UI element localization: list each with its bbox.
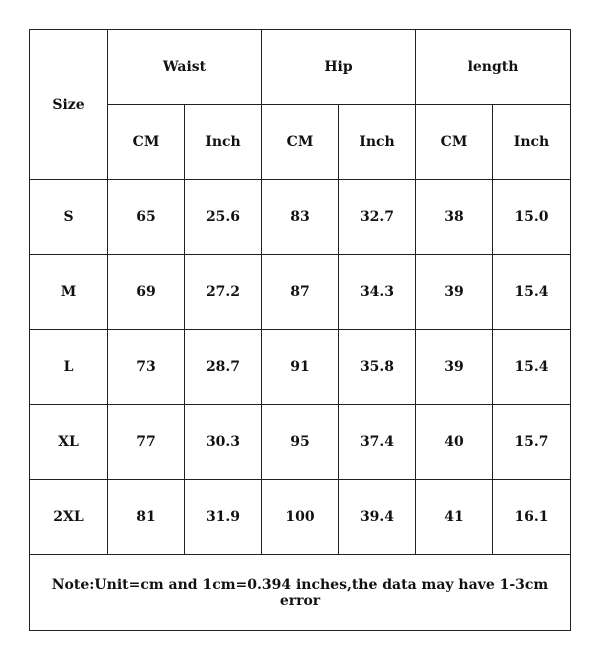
value-cell: 27.2	[185, 255, 262, 330]
note-row	[30, 555, 571, 631]
unit-header: Inch	[339, 105, 416, 180]
value-cell: 37.4	[339, 405, 416, 480]
value-cell: 83	[262, 180, 339, 255]
value-cell: 38	[416, 180, 493, 255]
value-cell: 30.3	[185, 405, 262, 480]
value-cell: 15.0	[493, 180, 571, 255]
unit-header: Inch	[493, 105, 571, 180]
value-cell: 100	[262, 480, 339, 555]
value-cell: 73	[108, 330, 185, 405]
value-cell: 40	[416, 405, 493, 480]
value-cell: 95	[262, 405, 339, 480]
table-row	[30, 480, 571, 555]
value-cell: 91	[262, 330, 339, 405]
size-header: Size	[30, 30, 108, 180]
hip-header: Hip	[262, 30, 416, 105]
value-cell: 39	[416, 255, 493, 330]
unit-header: CM	[262, 105, 339, 180]
size-cell: XL	[30, 405, 108, 480]
value-cell: 77	[108, 405, 185, 480]
table-row	[30, 180, 571, 255]
unit-header: Inch	[185, 105, 262, 180]
size-chart-body	[30, 30, 571, 631]
value-cell: 87	[262, 255, 339, 330]
value-cell: 65	[108, 180, 185, 255]
value-cell: 15.4	[493, 255, 571, 330]
size-chart-table	[29, 29, 571, 631]
value-cell: 32.7	[339, 180, 416, 255]
table-row	[30, 255, 571, 330]
note-text: Note:Unit=cm and 1cm=0.394 inches,the data may have 1-3cm error	[30, 555, 571, 631]
value-cell: 16.1	[493, 480, 571, 555]
size-cell: L	[30, 330, 108, 405]
unit-header-row	[30, 105, 571, 180]
value-cell: 39	[416, 330, 493, 405]
value-cell: 69	[108, 255, 185, 330]
group-header-row	[30, 30, 571, 105]
value-cell: 15.4	[493, 330, 571, 405]
table-row	[30, 330, 571, 405]
unit-header: CM	[416, 105, 493, 180]
waist-header: Waist	[108, 30, 262, 105]
value-cell: 28.7	[185, 330, 262, 405]
unit-header: CM	[108, 105, 185, 180]
value-cell: 15.7	[493, 405, 571, 480]
value-cell: 31.9	[185, 480, 262, 555]
size-cell: S	[30, 180, 108, 255]
length-header: length	[416, 30, 571, 105]
size-cell: M	[30, 255, 108, 330]
table-row	[30, 405, 571, 480]
value-cell: 35.8	[339, 330, 416, 405]
value-cell: 39.4	[339, 480, 416, 555]
value-cell: 25.6	[185, 180, 262, 255]
value-cell: 41	[416, 480, 493, 555]
size-cell: 2XL	[30, 480, 108, 555]
value-cell: 81	[108, 480, 185, 555]
value-cell: 34.3	[339, 255, 416, 330]
